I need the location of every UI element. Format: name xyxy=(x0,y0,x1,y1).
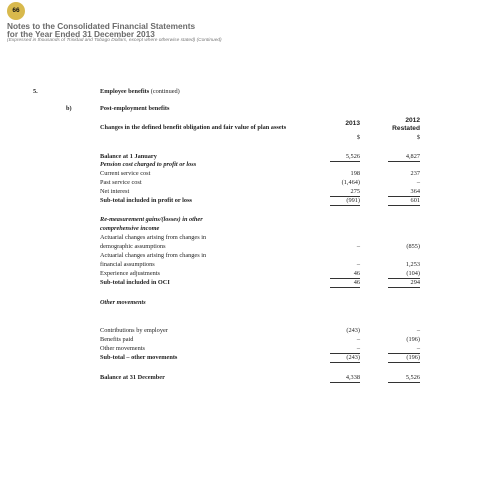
row-value-2013: 198 xyxy=(350,170,360,177)
row-value-2012: 294 xyxy=(410,279,420,286)
row-value-2013: 4,338 xyxy=(345,374,360,381)
row-value-2013: – xyxy=(356,261,360,268)
row-value-2012: 237 xyxy=(410,170,420,177)
rule-line xyxy=(330,196,360,197)
row-value-2012: (196) xyxy=(406,354,420,361)
row-label: Other movements xyxy=(100,345,145,352)
rule-line xyxy=(330,278,360,279)
row-value-2012: (104) xyxy=(406,270,420,277)
row-value-2012: – xyxy=(416,327,420,334)
note-number: 5. xyxy=(33,88,38,95)
row-value-2012: 1,253 xyxy=(405,261,420,268)
row-label: Other movements xyxy=(100,299,146,306)
row-label: Benefits paid xyxy=(100,336,134,343)
row-label: Balance at 1 January xyxy=(100,153,157,160)
rule-line xyxy=(330,287,360,288)
rule-line xyxy=(388,278,420,279)
row-label: Past service cost xyxy=(100,179,142,186)
row-label: financial assumptions xyxy=(100,261,155,268)
row-value-2013: 46 xyxy=(353,279,360,286)
col2-unit: $ xyxy=(416,134,420,141)
row-label: comprehensive income xyxy=(100,225,160,232)
rule-line xyxy=(388,382,420,383)
rule-line xyxy=(388,287,420,288)
row-label: Current service cost xyxy=(100,170,151,177)
row-label: Contributions by employer xyxy=(100,327,168,334)
rule-line xyxy=(388,205,420,206)
row-value-2012: – xyxy=(416,345,420,352)
sub-letter: b) xyxy=(66,105,72,112)
row-value-2013: 46 xyxy=(353,270,360,277)
row-label: Re-measurement gains/(losses) in other xyxy=(100,216,203,223)
row-label: Sub-total – other movements xyxy=(100,354,178,361)
row-label: Experience adjustments xyxy=(100,270,160,277)
report-title: Notes to the Consolidated Financial Statements xyxy=(7,21,196,31)
row-value-2012: 364 xyxy=(410,188,420,195)
sub-title: Post-employment benefits xyxy=(100,105,170,112)
rule-line xyxy=(330,362,360,363)
note-title-text: Employee benefits xyxy=(100,88,150,95)
col1-year: 2013 xyxy=(345,120,360,127)
rule-line xyxy=(388,196,420,197)
row-value-2013: (243) xyxy=(346,354,360,361)
row-value-2012: (855) xyxy=(406,243,420,250)
row-value-2013: – xyxy=(356,345,360,352)
row-value-2013: – xyxy=(356,243,360,250)
note-title xyxy=(100,88,180,96)
row-label: Pension cost charged to profit or loss xyxy=(100,161,197,168)
row-value-2012: 601 xyxy=(410,197,420,204)
row-label: Actuarial changes arising from changes in xyxy=(100,234,207,241)
report-subtitle: (Expressed in thousands of Trinidad and Tobago Dollars, except where otherwise stated) (Continued) xyxy=(7,38,222,43)
report-period: for the Year Ended 31 December 2013 xyxy=(7,29,155,39)
rule-line xyxy=(330,353,360,354)
rule-line xyxy=(388,161,420,162)
row-label: Balance at 31 December xyxy=(100,374,165,381)
row-value-2013: (991) xyxy=(346,197,360,204)
row-value-2012: (196) xyxy=(406,336,420,343)
rule-line xyxy=(330,382,360,383)
rule-line xyxy=(388,353,420,354)
page-number-badge: 66 xyxy=(7,2,25,20)
row-value-2013: 275 xyxy=(350,188,360,195)
col2-year: 2012 xyxy=(405,117,420,124)
row-label: demographic assumptions xyxy=(100,243,166,250)
row-value-2013: (243) xyxy=(346,327,360,334)
row-value-2012: 4,827 xyxy=(405,153,420,160)
row-label: Net interest xyxy=(100,188,130,195)
row-value-2013: (1,464) xyxy=(341,179,360,186)
rule-line xyxy=(388,362,420,363)
col1-unit: $ xyxy=(356,134,360,141)
row-label: Sub-total included in OCI xyxy=(100,279,170,286)
note-title-suffix: (continued) xyxy=(150,88,180,95)
row-label: Actuarial changes arising from changes in xyxy=(100,252,207,259)
row-value-2012: – xyxy=(416,179,420,186)
row-label: Sub-total included in profit or loss xyxy=(100,197,192,204)
row-value-2012: 5,526 xyxy=(405,374,420,381)
table-title: Changes in the defined benefit obligation and fair value of plan assets xyxy=(100,124,287,131)
col2-note: Restated xyxy=(392,125,420,132)
row-value-2013: – xyxy=(356,336,360,343)
rule-line xyxy=(330,205,360,206)
row-value-2013: 5,526 xyxy=(345,153,360,160)
rule-line xyxy=(330,161,360,162)
